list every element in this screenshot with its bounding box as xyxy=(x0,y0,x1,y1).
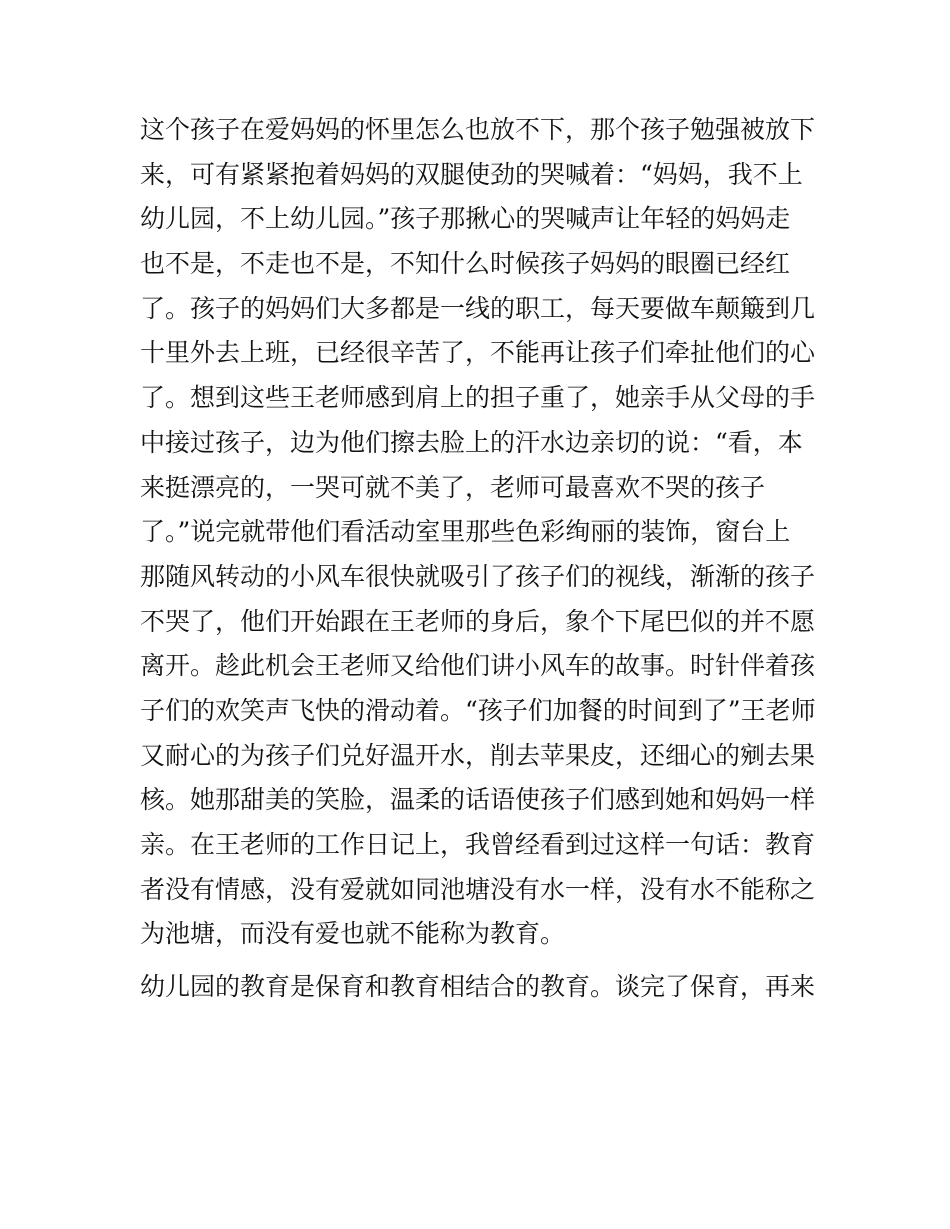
paragraph-1 xyxy=(140,108,820,957)
text-line: 不哭了，他们开始跟在王老师的身后，象个下尾巴似的并不愿 xyxy=(140,606,816,636)
text-line: 那随风转动的小风车很快就吸引了孩子们的视线，渐渐的孩子 xyxy=(140,561,816,591)
text-line: 这个孩子在爱妈妈的怀里怎么也放不下，那个孩子勉强被放下 xyxy=(140,115,816,144)
text-line: 中接过孩子，边为他们擦去脸上的汗水边亲切的说：“看，本 xyxy=(140,427,803,457)
text-line: 核。她那甜美的笑脸，温柔的话语使孩子们感到她和妈妈一样 xyxy=(140,785,816,815)
text-line: 幼儿园的教育是保育和教育相结合的教育。谈完了保育，再来 xyxy=(140,972,816,1002)
body-text xyxy=(140,108,820,1010)
text-line: 来，可有紧紧抱着妈妈的双腿使劲的哭喊着：“妈妈，我不上 xyxy=(140,159,803,189)
text-line: 幼儿园，不上幼儿园。”孩子那揪心的哭喊声让年轻的妈妈走 xyxy=(140,204,791,234)
text-line: 也不是，不走也不是，不知什么时候孩子妈妈的眼圈已经红 xyxy=(140,249,791,279)
text-line: 离开。趁此机会王老师又给他们讲小风车的故事。时针伴着孩 xyxy=(140,651,816,681)
text-line: 了。孩子的妈妈们大多都是一线的职工，每天要做车颠簸到几 xyxy=(140,293,816,323)
text-line: 了。想到这些王老师感到肩上的担子重了，她亲手从父母的手 xyxy=(140,383,816,413)
text-line: 又耐心的为孩子们兑好温开水，削去苹果皮，还细心的剜去果 xyxy=(140,740,816,770)
text-line: 来挺漂亮的，一哭可就不美了，老师可最喜欢不哭的孩子 xyxy=(140,472,766,502)
text-line: 了。”说完就带他们看活动室里那些色彩绚丽的装饰，窗台上 xyxy=(140,517,791,547)
paragraph-spacer xyxy=(140,957,820,965)
paragraph-2 xyxy=(140,965,820,1010)
text-line: 子们的欢笑声飞快的滑动着。“孩子们加餐的时间到了”王老师 xyxy=(140,695,816,725)
text-line: 亲。在王老师的工作日记上，我曾经看到过这样一句话：教育 xyxy=(140,830,816,859)
text-line: 者没有情感，没有爱就如同池塘没有水一样，没有水不能称之 xyxy=(140,874,816,904)
text-line: 为池塘，而没有爱也就不能称为教育。 xyxy=(140,919,566,949)
text-line: 十里外去上班，已经很辛苦了，不能再让孩子们牵扯他们的心 xyxy=(140,338,816,368)
